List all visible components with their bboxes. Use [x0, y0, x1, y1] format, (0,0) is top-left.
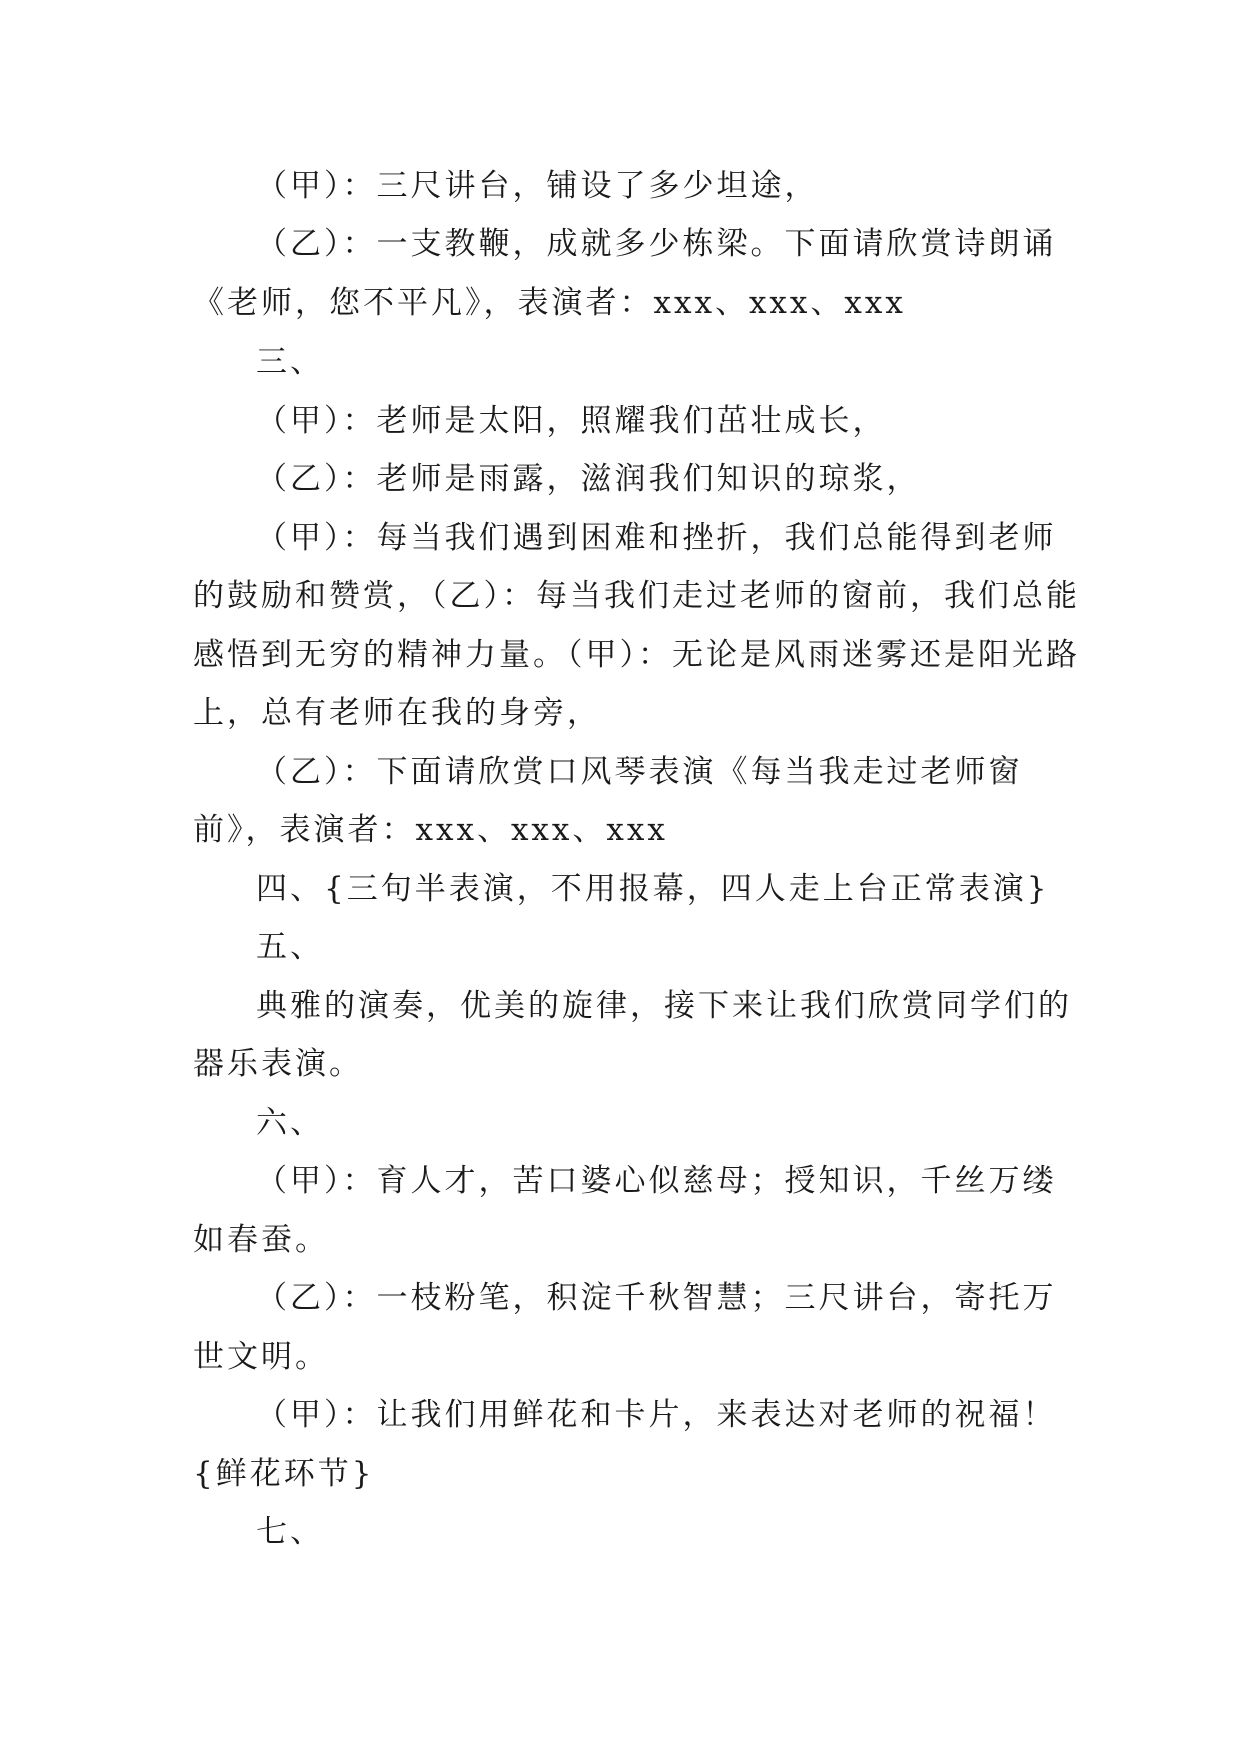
text-line-8: 的鼓励和赞赏，（乙）：每当我们走过老师的窗前，我们总能 — [193, 578, 1080, 614]
text-line-16: 器乐表演。 — [193, 1046, 363, 1082]
text-line-3: 《老师，您不平凡》，表演者：xxx、xxx、xxx — [193, 285, 906, 321]
section-heading-4: 四、{三句半表演，不用报幕，四人走上台正常表演} — [256, 871, 1050, 907]
text-line-11: （乙）：下面请欣赏口风琴表演《每当我走过老师窗 — [256, 754, 1023, 790]
text-line-5: （甲）：老师是太阳，照耀我们茁壮成长， — [256, 403, 887, 439]
text-line-18: （甲）：育人才，苦口婆心似慈母；授知识，千丝万缕 — [256, 1163, 1057, 1199]
section-heading-5: 五、 — [256, 929, 324, 965]
text-line-19: 如春蚕。 — [193, 1222, 329, 1258]
text-line-21: 世文明。 — [193, 1339, 329, 1375]
text-line-2: （乙）：一支教鞭，成就多少栋梁。下面请欣赏诗朗诵 — [256, 226, 1057, 262]
text-line-1: （甲）：三尺讲台，铺设了多少坦途， — [256, 168, 819, 204]
text-line-15: 典雅的演奏，优美的旋律，接下来让我们欣赏同学们的 — [256, 988, 1072, 1024]
text-line-7: （甲）：每当我们遇到困难和挫折，我们总能得到老师 — [256, 520, 1057, 556]
text-line-20: （乙）：一枝粉笔，积淀千秋智慧；三尺讲台，寄托万 — [256, 1280, 1057, 1316]
text-line-10: 上，总有老师在我的身旁， — [193, 695, 601, 731]
text-line-9: 感悟到无穷的精神力量。（甲）：无论是风雨迷雾还是阳光路 — [193, 637, 1080, 673]
section-heading-6: 六、 — [256, 1105, 324, 1141]
text-line-6: （乙）：老师是雨露，滋润我们知识的琼浆， — [256, 461, 921, 497]
section-heading-7: 七、 — [256, 1514, 324, 1550]
text-line-12: 前》，表演者：xxx、xxx、xxx — [193, 812, 668, 848]
text-line-23: {鲜花环节} — [193, 1456, 375, 1492]
text-line-22: （甲）：让我们用鲜花和卡片，来表达对老师的祝福！ — [256, 1397, 1057, 1433]
section-heading-3: 三、 — [256, 344, 324, 380]
